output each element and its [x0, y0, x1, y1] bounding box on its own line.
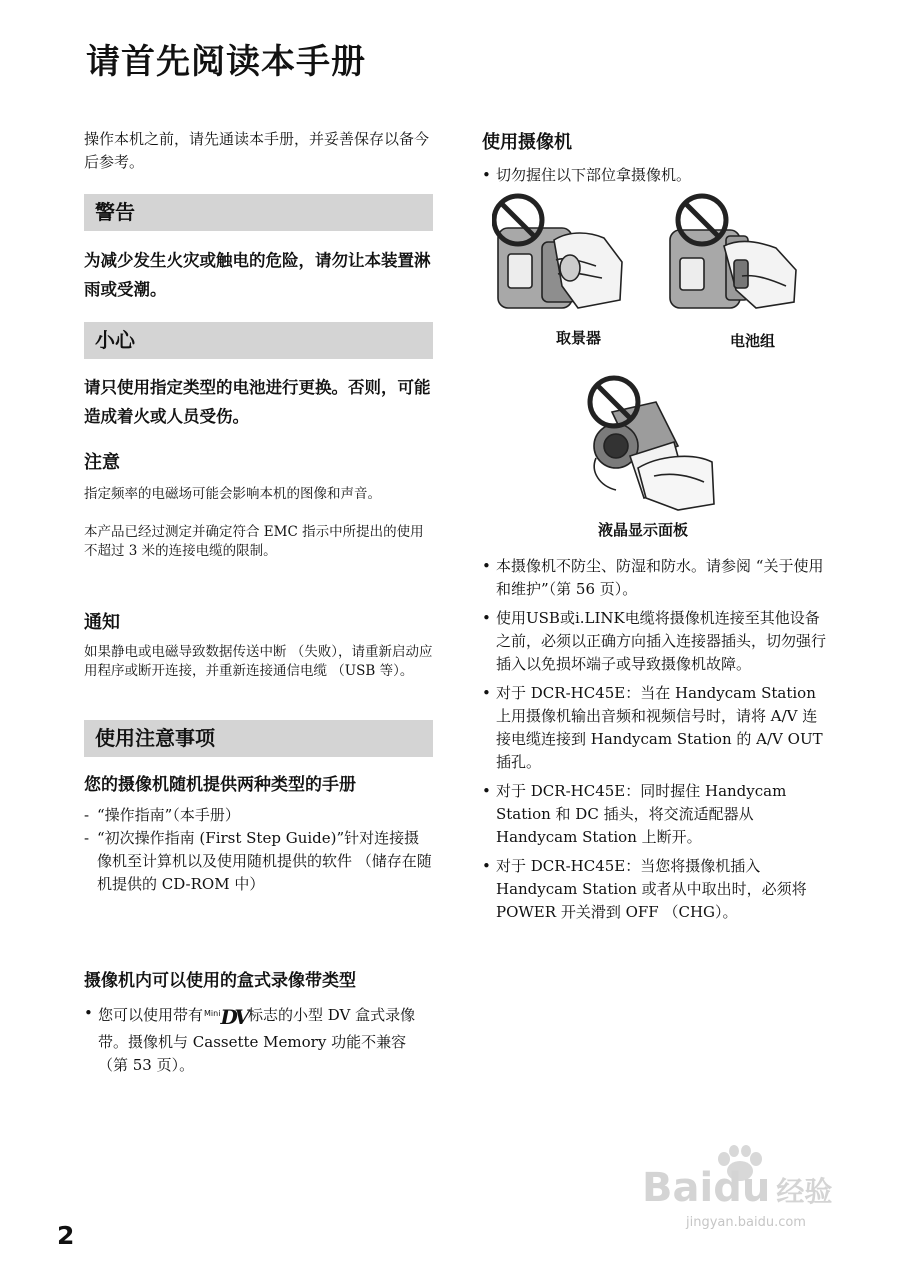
battery-illustration [664, 190, 804, 320]
manuals-block [84, 772, 434, 896]
precautions-heading: 使用注意事项 [95, 726, 215, 750]
watermark-brand-1: Bai [642, 1165, 714, 1211]
using-camera-intro: • 切勿握住以下部位拿摄像机。 [482, 164, 832, 187]
cassettes-bullet [84, 1002, 434, 1077]
attention-block [84, 448, 434, 561]
watermark-brand-2: du [713, 1165, 771, 1211]
warning-heading: 警告 [95, 200, 135, 224]
intro-text: 操作本机之前，请先通读本手册，并妥善保存以备今后参考。 [84, 130, 430, 171]
page-number: 2 [57, 1221, 75, 1250]
watermark-brand [642, 1165, 832, 1211]
watermark-url: jingyan.baidu.com [686, 1215, 806, 1230]
baidu-watermark [642, 1143, 842, 1233]
caption-battery: 电池组 [730, 332, 776, 350]
attention-p2: 本产品已经过测定并确定符合 EMC 指示中所提出的使用不超过 3 米的连接电缆的限制。 [84, 524, 424, 559]
cassettes-heading: 摄像机内可以使用的盒式录像带类型 [84, 971, 356, 991]
caution-block [84, 373, 436, 431]
mini-dv-logo-small: Mini [204, 1009, 221, 1018]
precautions-heading-bar [84, 720, 433, 757]
camera-bullet: • 对于 DCR-HC45E：当在 Handycam Station 上用摄像机输出音频和视频信号时，请将 A/V 连接电缆连接到 Handycam Station 的 A/V OUT 插孔。 [482, 682, 832, 774]
mini-dv-logo-big: DV [220, 1005, 247, 1029]
caution-text: 请只使用指定类型的电池进行更换。否则，可能造成着火或人员受伤。 [84, 378, 431, 426]
cassettes-bullet-post: 标志的小型 DV 盒式录像带。摄像机与 Cassette Memory 功能不兼容 （第 53 页）。 [98, 1006, 416, 1074]
manuals-item: - “初次操作指南 (First Step Guide)”针对连接摄像机至计算机以及使用随机提供的软件 （储存在随机提供的 CD-ROM 中） [84, 827, 434, 896]
warning-text: 为减少发生火灾或触电的危险，请勿让本装置淋雨或受潮。 [84, 251, 431, 299]
using-camera-header [482, 128, 832, 187]
manuals-heading: 您的摄像机随机提供两种类型的手册 [84, 775, 356, 795]
attention-heading: 注意 [84, 452, 120, 473]
mini-dv-logo [204, 1002, 247, 1031]
notice-block [84, 608, 434, 681]
camera-bullet: • 对于 DCR-HC45E：当您将摄像机插入 Handycam Station 或者从中取出时，必须将 POWER 开关滑到 OFF （CHG）。 [482, 855, 832, 924]
notice-text: 如果静电或电磁导致数据传送中断 （失败），请重新启动应用程序或断开连接，并重新连接通信电缆 （USB 等）。 [84, 644, 433, 679]
warning-heading-bar [84, 194, 433, 231]
using-camera-bullets [482, 555, 832, 924]
page-title: 请首先阅读本手册 [86, 42, 366, 82]
watermark-jingyan: 经验 [776, 1175, 833, 1208]
camera-bullet: • 使用USB或i.LINK电缆将摄像机连接至其他设备之前，必须以正确方向插入连接器插头，切勿强行插入以免损坏端子或导致摄像机故障。 [482, 607, 832, 676]
caution-heading-bar [84, 322, 433, 359]
lcd-panel-illustration [582, 372, 722, 514]
caution-heading: 小心 [95, 328, 135, 352]
manuals-item: - “操作指南”（本手册） [84, 804, 434, 827]
warning-block [84, 246, 436, 304]
caption-viewfinder: 取景器 [556, 329, 602, 347]
camera-bullet: • 本摄像机不防尘、防湿和防水。请参阅 “关于使用和维护”（第 56 页）。 [482, 555, 832, 601]
intro-block [84, 128, 434, 174]
attention-p1: 指定频率的电磁场可能会影响本机的图像和声音。 [84, 486, 381, 502]
camera-bullet: • 对于 DCR-HC45E：同时握住 Handycam Station 和 DC 插头，将交流适配器从 Handycam Station 上断开。 [482, 780, 832, 849]
notice-heading: 通知 [84, 612, 120, 633]
cassettes-bullet-pre: 您可以使用带有 [98, 1006, 204, 1024]
caption-lcd: 液晶显示面板 [598, 521, 689, 539]
viewfinder-illustration [492, 190, 632, 320]
using-camera-heading: 使用摄像机 [482, 132, 572, 153]
cassettes-block [84, 968, 434, 1077]
